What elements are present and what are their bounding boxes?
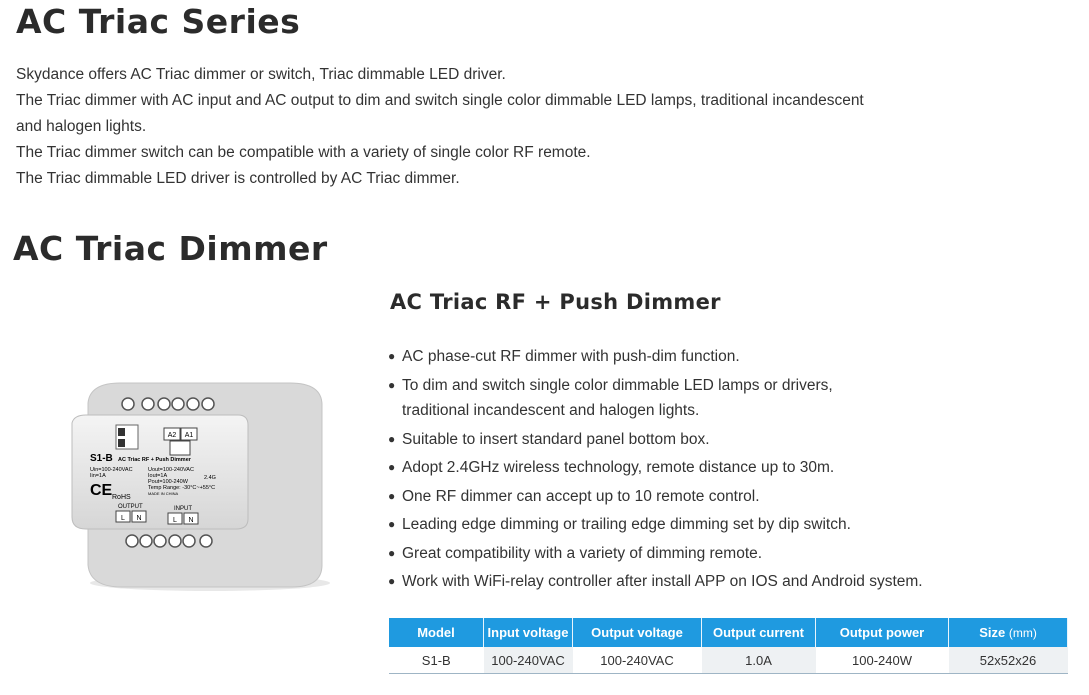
device-out-l: L bbox=[121, 515, 125, 522]
header-output-power bbox=[816, 618, 949, 647]
device-temp: Temp Range: -30°C~+55°C bbox=[148, 485, 216, 491]
table-row bbox=[389, 647, 1068, 674]
device-model: S1-B bbox=[90, 453, 113, 464]
product-image-dimmer bbox=[60, 375, 350, 595]
feature-text: traditional incandescent and halogen lights. bbox=[402, 402, 700, 419]
header-output-voltage: Output voltage bbox=[573, 618, 702, 647]
header-model: Model bbox=[389, 618, 484, 647]
feature-text: Great compatibility with a variety of dimming remote. bbox=[402, 544, 763, 562]
rohs-mark: RoHS bbox=[112, 494, 131, 501]
feature-list bbox=[388, 344, 1068, 598]
feature-text: AC phase-cut RF dimmer with push-dim function. bbox=[402, 348, 740, 365]
bullet-icon: ● bbox=[388, 460, 396, 474]
feature-item bbox=[388, 398, 1068, 424]
feature-item bbox=[388, 541, 1068, 567]
header-output-current: Output current bbox=[702, 618, 816, 647]
device-pout: Pout=100-240W bbox=[148, 479, 188, 485]
feature-item bbox=[388, 455, 1068, 481]
feature-text: To dim and switch single color dimmable LED lamps or drivers, bbox=[402, 376, 833, 394]
device-a2: A2 bbox=[167, 432, 177, 439]
feature-item bbox=[388, 569, 1068, 595]
device-iout: Iout=1A bbox=[148, 473, 168, 479]
bullet-icon: ● bbox=[388, 431, 396, 446]
intro-line: and halogen lights. bbox=[16, 118, 147, 135]
intro-line: The Triac dimmable LED driver is controlled by AC Triac dimmer. bbox=[16, 170, 460, 187]
device-in-l: L bbox=[173, 517, 177, 524]
feature-item bbox=[388, 427, 1068, 453]
section-title-ac-triac-dimmer: AC Triac Dimmer bbox=[13, 229, 328, 268]
product-title: AC Triac RF + Push Dimmer bbox=[390, 290, 721, 314]
feature-text: Work with WiFi-relay controller after install APP on IOS and Android system. bbox=[402, 573, 923, 590]
header-size-unit: (mm) bbox=[1008, 626, 1037, 640]
ce-mark: CE bbox=[90, 482, 113, 499]
section-title-ac-triac-series: AC Triac Series bbox=[16, 2, 301, 41]
intro-line: The Triac dimmer with AC input and AC output to dim and switch single color dimmable LED lamps, traditional incandescent bbox=[16, 92, 864, 109]
intro-paragraphs bbox=[16, 62, 1016, 192]
header-size-label: Size bbox=[979, 625, 1006, 640]
feature-text: Leading edge dimming or trailing edge dimming set by dip switch. bbox=[402, 516, 851, 533]
feature-item bbox=[388, 484, 1068, 510]
feature-item bbox=[388, 373, 1068, 399]
device-input-label: INPUT bbox=[174, 506, 192, 512]
cell-output-voltage: 100-240VAC bbox=[573, 647, 702, 674]
bullet-icon: ● bbox=[388, 377, 396, 392]
cell-model: S1-B bbox=[389, 647, 484, 674]
device-uin: Uin=100-240VAC bbox=[90, 467, 133, 473]
bullet-icon: ● bbox=[388, 545, 396, 560]
cell-size: 52x52x26 bbox=[949, 647, 1068, 674]
header-size bbox=[949, 618, 1068, 647]
intro-line: Skydance offers AC Triac dimmer or switch, Triac dimmable LED driver. bbox=[16, 66, 506, 83]
device-made: MADE IN CHINA bbox=[148, 491, 179, 496]
feature-text: Adopt 2.4GHz wireless technology, remote distance up to 30m. bbox=[402, 459, 835, 476]
device-name: AC Triac RF + Push Dimmer bbox=[118, 457, 191, 463]
device-out-n: N bbox=[136, 515, 142, 522]
device-in-n: N bbox=[188, 517, 194, 524]
feature-item bbox=[388, 344, 1068, 370]
bullet-icon: ● bbox=[388, 488, 396, 503]
header-output-power-label: Output power bbox=[839, 625, 925, 640]
spec-header-row bbox=[389, 618, 1068, 647]
device-output-label: OUTPUT bbox=[118, 504, 143, 510]
intro-line: The Triac dimmer switch can be compatible with a variety of single color RF remote. bbox=[16, 144, 591, 161]
device-uout: Uout=100-240VAC bbox=[148, 467, 194, 473]
device-a1: A1 bbox=[184, 432, 194, 439]
cell-input-voltage: 100-240VAC bbox=[484, 647, 573, 674]
header-input-voltage: Input voltage bbox=[484, 618, 573, 647]
cell-output-current: 1.0A bbox=[702, 647, 816, 674]
bullet-icon: ● bbox=[388, 349, 396, 363]
device-iin: Iin=1A bbox=[90, 473, 106, 479]
bullet-icon: ● bbox=[388, 574, 396, 588]
spec-table bbox=[389, 618, 1068, 674]
cell-output-power: 100-240W bbox=[816, 647, 949, 674]
bullet-icon: ● bbox=[388, 517, 396, 531]
feature-item bbox=[388, 512, 1068, 538]
feature-text: One RF dimmer can accept up to 10 remote control. bbox=[402, 487, 760, 505]
feature-text: Suitable to insert standard panel bottom box. bbox=[402, 430, 710, 448]
device-ghz: 2.4G bbox=[204, 475, 216, 481]
